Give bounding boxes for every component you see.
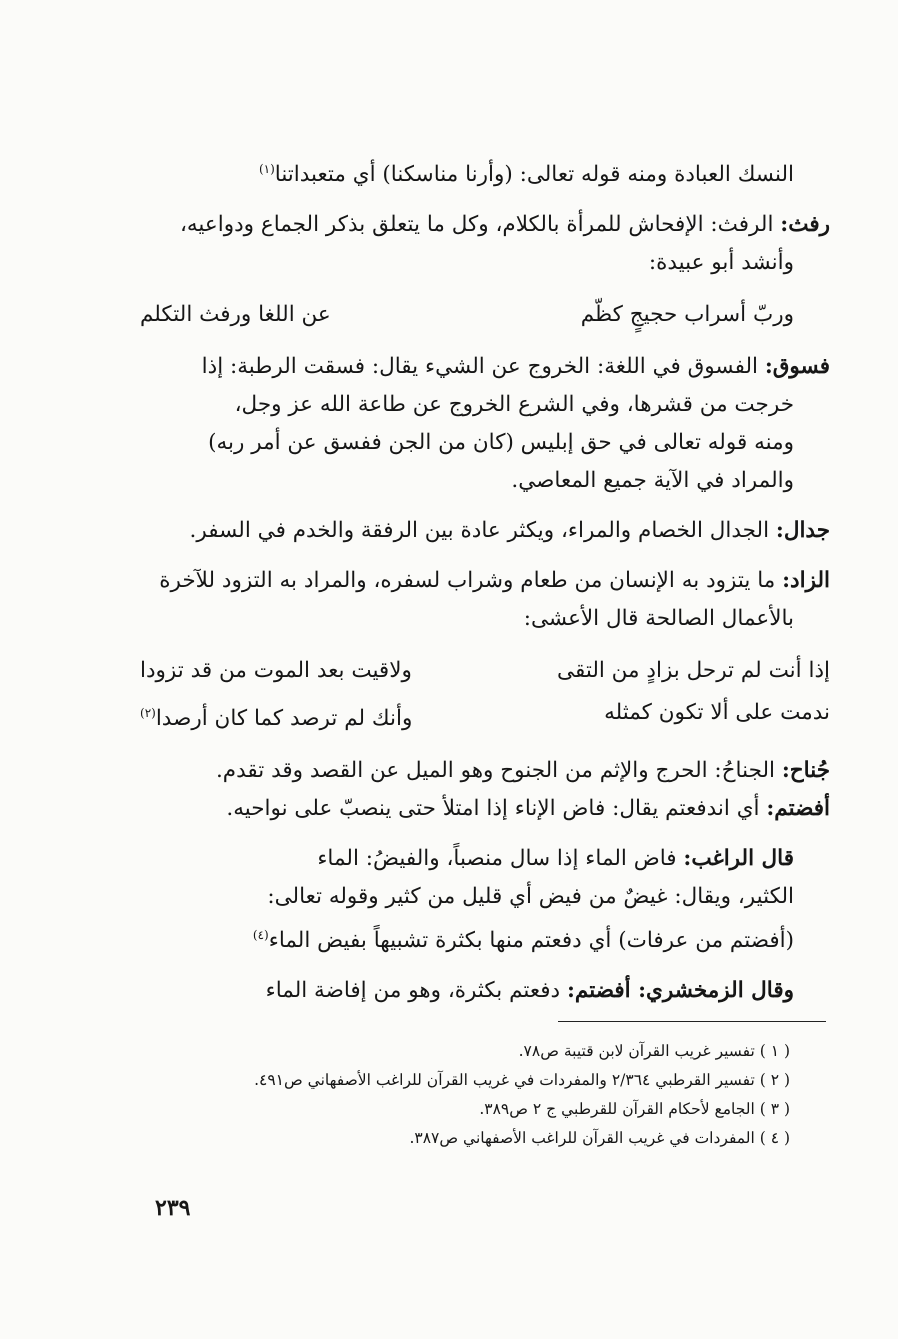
text-span: (أفضتم من عرفات) أي دفعتم منها بكثرة تشبيهاً بفيض الماء xyxy=(268,928,794,954)
page-number: ٢٣٩ xyxy=(155,1195,191,1221)
poem-verse xyxy=(140,650,830,692)
poem-hemistich: إذا أنت لم ترحل بزادٍ من التقى xyxy=(557,658,830,684)
text-span: النسك العبادة ومنه قوله تعالى: (وأرنا مناسكنا) أي متعبداتنا xyxy=(274,162,794,188)
text-span: وأنك لم ترصد كما كان أرصدا xyxy=(155,706,413,732)
quote-raghib xyxy=(140,840,830,878)
poem-hemistich: ندمت على ألا تكون كمثله xyxy=(604,700,830,726)
page-body xyxy=(140,150,830,1010)
entry-term: جدال: xyxy=(775,518,830,544)
footnotes xyxy=(254,1037,790,1153)
text-span: دفعتم بكثرة، وهو من إفاضة الماء xyxy=(265,978,561,1004)
quote-zamakhshari xyxy=(140,972,830,1010)
footnote-item: ( ٤ ) المفردات في غريب القرآن للراغب الأصفهاني ص٣٨٧. xyxy=(409,1129,790,1147)
footnote-item: ( ٣ ) الجامع لأحكام القرآن للقرطبي ج ٢ ص٣٨٩. xyxy=(479,1100,790,1118)
text-line: والمراد في الآية جميع المعاصي. xyxy=(511,468,794,494)
poem-verse xyxy=(140,294,830,336)
entry-junah xyxy=(140,752,830,790)
footnote-item: ( ١ ) تفسير غريب القرآن لابن قتيبة ص٧٨. xyxy=(518,1042,790,1060)
entry-term: أفضتم: xyxy=(766,796,830,822)
entry-rafath xyxy=(140,206,830,244)
poem-hemistich xyxy=(140,692,412,740)
text-line: ومنه قوله تعالى في حق إبليس (كان من الجن ففسق عن أمر ربه) xyxy=(208,430,794,456)
text-line: وأنشد أبو عبيدة: xyxy=(648,250,794,276)
entry-term: رفث: xyxy=(780,212,830,238)
quote-source: قال الراغب: xyxy=(683,846,794,872)
footnote-ref: (٢) xyxy=(140,706,156,721)
text-line: الكثير، ويقال: غيضٌ من فيض أي قليل من كثير وقوله تعالى: xyxy=(267,884,794,910)
entry-afadtum xyxy=(140,790,830,828)
footnote-ref: (١) xyxy=(258,162,275,176)
entry-zad xyxy=(140,562,830,600)
entry-term: الزاد: xyxy=(782,568,830,594)
text-span: الجناحُ: الحرج والإثم من الجنوح وهو الميل عن القصد وقد تقدم. xyxy=(215,758,775,784)
text-span: ما يتزود به الإنسان من طعام وشراب لسفره، والمراد به التزود للآخرة xyxy=(159,568,776,594)
entry-term: فسوق: xyxy=(764,354,830,380)
footnote-ref: (٤) xyxy=(252,928,269,943)
text-span: الجدال الخصام والمراء، ويكثر عادة بين الرفقة والخدم في السفر. xyxy=(189,518,770,544)
footnote-item: ( ٢ ) تفسير القرطبي ٢/٣٦٤ والمفردات في غريب القرآن للراغب الأصفهاني ص٤٩١. xyxy=(254,1071,790,1089)
text-span: أي اندفعتم يقال: فاض الإناء إذا امتلأ حتى ينصبّ على نواحيه. xyxy=(226,796,760,822)
poem-hemistich: وربّ أسراب حجيجٍ كظّم xyxy=(580,302,794,328)
text-line: بالأعمال الصالحة قال الأعشى: xyxy=(523,606,794,632)
text-span: الرفث: الإفحاش للمرأة بالكلام، وكل ما يتعلق بذكر الجماع ودواعيه، xyxy=(179,212,774,238)
entry-jidal xyxy=(140,512,830,550)
poem-verse xyxy=(140,692,830,740)
poem-hemistich: ولاقيت بعد الموت من قد تزودا xyxy=(140,658,412,684)
poem-hemistich: عن اللغا ورفث التكلم xyxy=(140,302,331,328)
entry-term: جُناح: xyxy=(781,758,830,784)
text-line xyxy=(140,916,830,960)
text-line: خرجت من قشرها، وفي الشرع الخروج عن طاعة الله عز وجل، xyxy=(234,392,794,418)
text-span: الفسوق في اللغة: الخروج عن الشيء يقال: فسقت الرطبة: إذا xyxy=(201,354,758,380)
quote-source: وقال الزمخشري: أفضتم: xyxy=(566,978,794,1004)
footnote-divider xyxy=(558,1021,826,1022)
entry-fusuq xyxy=(140,348,830,386)
text-span: فاض الماء إذا سال منصباً، والفيضُ: الماء xyxy=(317,846,677,872)
text-line xyxy=(140,150,830,194)
